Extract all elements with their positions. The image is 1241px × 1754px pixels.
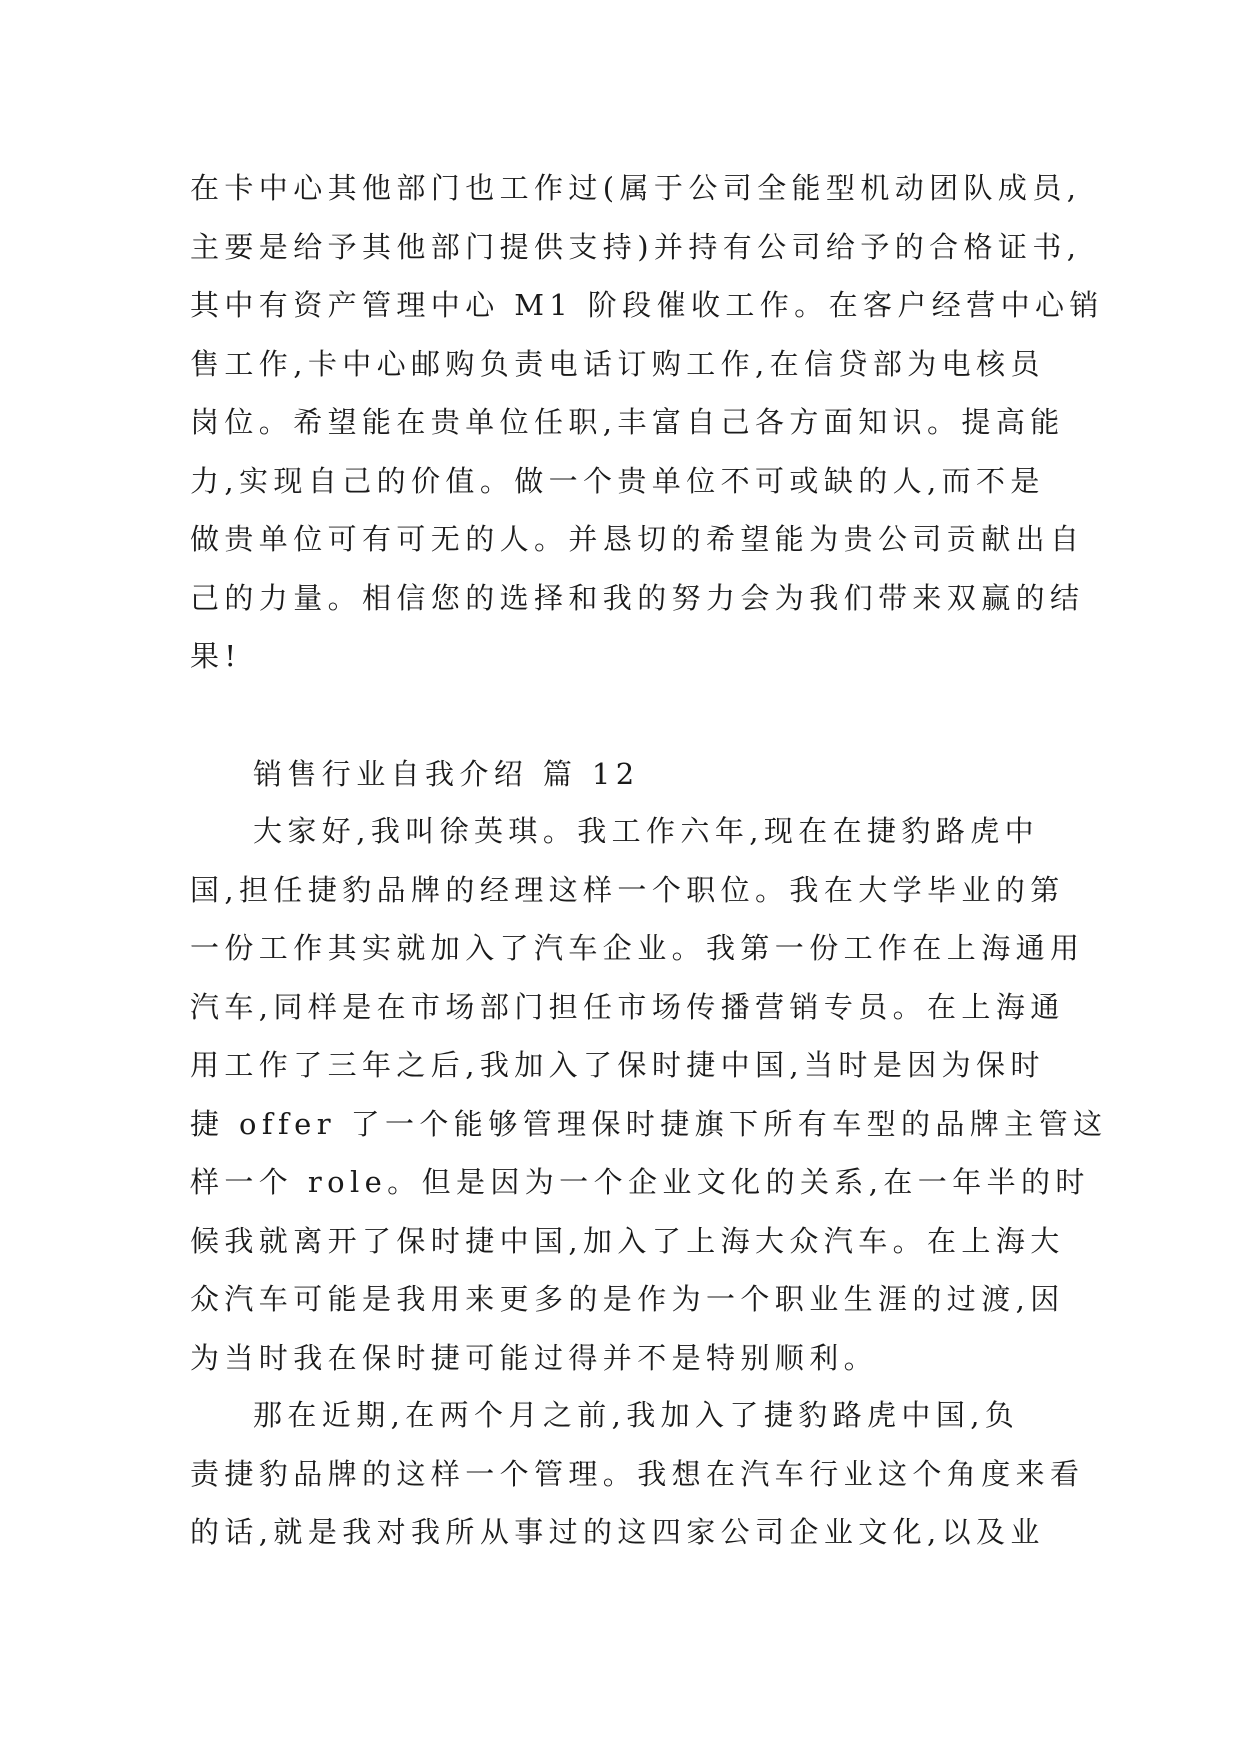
text-line: 国,担任捷豹品牌的经理这样一个职位。我在大学毕业的第 [190,872,1065,907]
text-line: 样一个 role。但是因为一个企业文化的关系,在一年半的时 [190,1165,1090,1199]
text-line: 做贵单位可有可无的人。并恳切的希望能为贵公司贡献出自 [190,522,1085,556]
section-heading-block [190,745,1060,804]
text-line: 为当时我在保时捷可能过得并不是特别顺利。 [190,1340,879,1375]
text-line: 主要是给予其他部门提供支持)并持有公司给予的合格证书, [190,229,1082,264]
text-line: 候我就离开了保时捷中国,加入了上海大众汽车。在上海大 [190,1223,1065,1258]
text-line: 果! [190,639,242,673]
continued-paragraph [190,159,1104,686]
text-line: 责捷豹品牌的这样一个管理。我想在汽车行业这个角度来看 [190,1456,1085,1491]
text-line: 售工作,卡中心邮购负责电话订购工作,在信贷部为电核员 [190,346,1045,381]
text-line: 在卡中心其他部门也工作过(属于公司全能型机动团队成员, [190,171,1082,205]
text-line: 己的力量。相信您的选择和我的努力会为我们带来双赢的结 [190,580,1085,615]
text-line: 力,实现自己的价值。做一个贵单位不可或缺的人,而不是 [190,463,1045,498]
text-line: 岗位。希望能在贵单位任职,丰富自己各方面知识。提高能 [190,405,1065,439]
text-line: 的话,就是我对我所从事过的这四家公司企业文化,以及业 [190,1515,1045,1549]
text-line: 汽车,同样是在市场部门担任市场传播营销专员。在上海通 [190,989,1065,1024]
text-line: 其中有资产管理中心 M1 阶段催收工作。在客户经营中心销 [190,288,1104,322]
text-line: 众汽车可能是我用来更多的是作为一个职业生涯的过渡,因 [190,1282,1065,1316]
section-heading: 销售行业自我介绍 篇 12 [253,757,640,791]
paragraph-introduction [190,802,1108,1387]
text-line: 用工作了三年之后,我加入了保时捷中国,当时是因为保时 [190,1048,1045,1082]
text-line: 大家好,我叫徐英琪。我工作六年,现在在捷豹路虎中 [253,814,1040,848]
text-line: 捷 offer 了一个能够管理保时捷旗下所有车型的品牌主管这 [190,1106,1108,1141]
text-line: 那在近期,在两个月之前,我加入了捷豹路虎中国,负 [253,1398,1020,1432]
text-line: 一份工作其实就加入了汽车企业。我第一份工作在上海通用 [190,931,1085,965]
paragraph-recent [190,1386,1085,1562]
